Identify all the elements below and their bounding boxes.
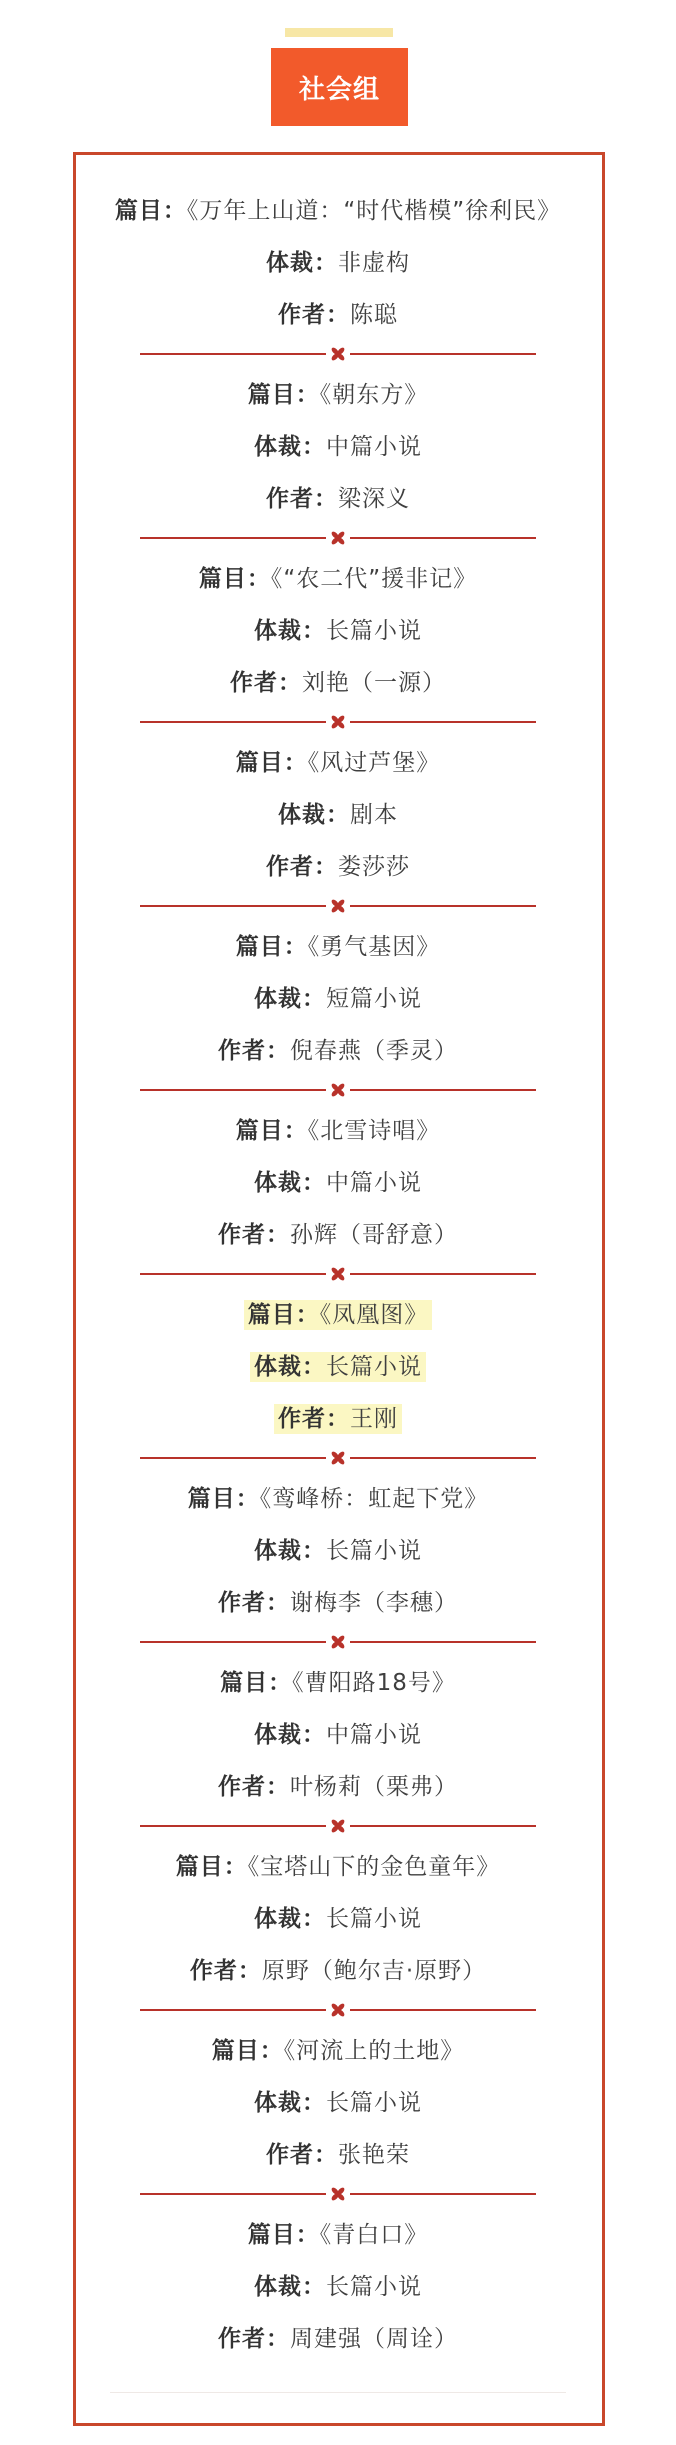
list-item xyxy=(0,748,676,898)
entry-title-label: 篇目： xyxy=(235,750,308,776)
entry-title-value: 《鸾峰桥：虹起下党》 xyxy=(259,1486,489,1512)
entry-title-value: 《“农二代”援非记》 xyxy=(270,566,478,592)
entry-author xyxy=(0,1956,676,1986)
entry-author-text xyxy=(262,2140,414,2170)
entry-author-label: 作者： xyxy=(218,1774,290,1800)
entry-author-label: 作者： xyxy=(218,1038,290,1064)
entry-author-value: 原野（鲍尔吉·原野） xyxy=(261,1958,487,1984)
four-petal-flower-icon xyxy=(326,528,350,548)
four-petal-flower-icon xyxy=(326,2184,350,2204)
entry-genre-label: 体裁： xyxy=(254,986,326,1012)
entry-title-value: 《宝塔山下的金色童年》 xyxy=(247,1854,501,1880)
entry-title-label: 篇目： xyxy=(211,2038,284,2064)
four-petal-flower-icon xyxy=(326,712,350,732)
entry-genre xyxy=(0,2272,676,2302)
list-item xyxy=(0,1116,676,1266)
entry-title-text xyxy=(111,196,565,226)
entry-title-label: 篇目： xyxy=(198,566,271,592)
entry-divider xyxy=(140,1264,536,1284)
entry-author xyxy=(0,1772,676,1802)
entry-genre-label: 体裁： xyxy=(254,1170,326,1196)
entry-title xyxy=(0,1116,676,1146)
entry-genre-value: 长篇小说 xyxy=(326,1906,422,1932)
entry-genre-text xyxy=(250,1168,426,1198)
entry-genre-value: 长篇小说 xyxy=(326,1538,422,1564)
entry-genre-label: 体裁： xyxy=(254,2274,326,2300)
entry-genre-text xyxy=(262,248,414,278)
entry-divider xyxy=(140,528,536,548)
entry-author-label: 作者： xyxy=(189,1958,262,1984)
entry-author-value: 王刚 xyxy=(350,1406,398,1432)
entry-genre xyxy=(0,1720,676,1750)
entry-title-text xyxy=(232,932,445,962)
entry-genre-value: 长篇小说 xyxy=(326,618,422,644)
four-petal-flower-icon xyxy=(326,1264,350,1284)
list-item xyxy=(0,1852,676,2002)
entry-title-label: 篇目： xyxy=(247,382,320,408)
entry-title-value: 《北雪诗唱》 xyxy=(307,1118,441,1144)
entry-genre-text xyxy=(250,2088,426,2118)
entry-title-value: 《勇气基因》 xyxy=(307,934,441,960)
entry-title-label: 篇目： xyxy=(220,1670,293,1696)
entry-author-text xyxy=(214,1588,462,1618)
entry-author-label: 作者： xyxy=(218,1222,290,1248)
entry-author-text xyxy=(214,2324,462,2354)
entry-genre-label: 体裁： xyxy=(254,1722,326,1748)
entry-author-value: 倪春燕（季灵） xyxy=(290,1038,458,1064)
entry-divider xyxy=(140,1080,536,1100)
entry-genre-label: 体裁： xyxy=(254,434,326,460)
entry-title xyxy=(0,2220,676,2250)
entry-author-label: 作者： xyxy=(278,1406,350,1432)
entry-author-text xyxy=(214,1772,462,1802)
entry-title-label: 篇目： xyxy=(114,198,187,224)
entry-genre xyxy=(0,800,676,830)
entry-genre xyxy=(0,2088,676,2118)
entry-genre xyxy=(0,248,676,278)
entry-title-value: 《朝东方》 xyxy=(319,382,429,408)
entry-genre-text xyxy=(250,1904,426,1934)
entry-author-text xyxy=(274,300,402,330)
four-petal-flower-icon xyxy=(326,1448,350,1468)
entry-title-value: 《曹阳路18号》 xyxy=(292,1670,456,1696)
section-title: 社会组 xyxy=(271,48,408,126)
entry-genre-text xyxy=(250,616,426,646)
entry-genre-value: 长篇小说 xyxy=(326,2274,422,2300)
entry-title xyxy=(0,2036,676,2066)
entry-genre-value: 剧本 xyxy=(350,802,398,828)
list-item xyxy=(0,1668,676,1818)
entry-divider xyxy=(140,1448,536,1468)
entry-author xyxy=(0,668,676,698)
list-item xyxy=(0,2220,676,2370)
entry-author xyxy=(0,1404,676,1434)
entry-genre xyxy=(0,1904,676,1934)
entry-title xyxy=(0,932,676,962)
entry-genre xyxy=(0,984,676,1014)
entry-genre-text xyxy=(250,1352,426,1382)
entry-title-text xyxy=(216,1668,460,1698)
entry-title-text xyxy=(244,2220,433,2250)
entry-genre-value: 短篇小说 xyxy=(326,986,422,1012)
entry-author-label: 作者： xyxy=(266,854,338,880)
entry-genre-label: 体裁： xyxy=(278,802,350,828)
entry-title-text xyxy=(244,380,433,410)
entry-title-text xyxy=(172,1852,505,1882)
entry-genre xyxy=(0,616,676,646)
entry-author xyxy=(0,1220,676,1250)
entry-title xyxy=(0,1852,676,1882)
four-petal-flower-icon xyxy=(326,1080,350,1100)
entry-title-value: 《青白口》 xyxy=(319,2222,429,2248)
entry-genre xyxy=(0,432,676,462)
entry-genre xyxy=(0,1352,676,1382)
entry-genre-value: 长篇小说 xyxy=(326,2090,422,2116)
list-item xyxy=(0,1300,676,1450)
entry-genre-label: 体裁： xyxy=(266,250,338,276)
entry-author-text xyxy=(226,668,450,698)
entry-author-value: 孙辉（哥舒意） xyxy=(290,1222,458,1248)
entry-author-text xyxy=(214,1220,462,1250)
entry-genre-text xyxy=(274,800,402,830)
frame-inner-bottom-line xyxy=(110,2392,566,2393)
entry-title xyxy=(0,196,676,226)
list-item xyxy=(0,2036,676,2186)
entry-author-label: 作者： xyxy=(266,2142,338,2168)
entry-author xyxy=(0,852,676,882)
four-petal-flower-icon xyxy=(326,896,350,916)
entry-title-text xyxy=(208,2036,469,2066)
entry-title xyxy=(0,564,676,594)
entry-divider xyxy=(140,712,536,732)
entry-title-text xyxy=(244,1300,433,1330)
entry-author-text xyxy=(274,1404,402,1434)
entry-genre xyxy=(0,1168,676,1198)
entry-divider xyxy=(140,2184,536,2204)
entry-genre-label: 体裁： xyxy=(254,1906,326,1932)
entry-genre-label: 体裁： xyxy=(254,1354,326,1380)
entry-author-label: 作者： xyxy=(218,2326,290,2352)
entry-divider xyxy=(140,896,536,916)
entry-divider xyxy=(140,344,536,364)
entry-author-text xyxy=(186,1956,490,1986)
entry-title-text xyxy=(232,1116,445,1146)
entry-author-text xyxy=(214,1036,462,1066)
entry-title-text xyxy=(195,564,481,594)
list-item xyxy=(0,380,676,530)
entry-author xyxy=(0,1036,676,1066)
entry-author-text xyxy=(262,852,414,882)
entry-author-value: 谢梅李（李穗） xyxy=(290,1590,458,1616)
entry-title xyxy=(0,1484,676,1514)
four-petal-flower-icon xyxy=(326,2000,350,2020)
entry-title-value: 《万年上山道：“时代楷模”徐利民》 xyxy=(186,198,562,224)
entry-genre-value: 中篇小说 xyxy=(326,1722,422,1748)
entry-title-text xyxy=(232,748,445,778)
entry-genre-text xyxy=(250,1720,426,1750)
entry-title-text xyxy=(184,1484,493,1514)
entry-author-value: 周建强（周诠） xyxy=(290,2326,458,2352)
entry-author xyxy=(0,1588,676,1618)
entry-title-label: 篇目： xyxy=(247,1302,320,1328)
four-petal-flower-icon xyxy=(326,1816,350,1836)
entry-title-label: 篇目： xyxy=(187,1486,260,1512)
entry-author xyxy=(0,2140,676,2170)
four-petal-flower-icon xyxy=(326,344,350,364)
entry-genre-text xyxy=(250,1536,426,1566)
entry-title xyxy=(0,380,676,410)
entry-author xyxy=(0,484,676,514)
entry-title xyxy=(0,1300,676,1330)
entry-title xyxy=(0,1668,676,1698)
entry-divider xyxy=(140,1632,536,1652)
entry-author-label: 作者： xyxy=(278,302,350,328)
entry-genre-label: 体裁： xyxy=(254,618,326,644)
entry-genre-value: 长篇小说 xyxy=(326,1354,422,1380)
entry-author xyxy=(0,2324,676,2354)
list-item xyxy=(0,564,676,714)
entry-author-label: 作者： xyxy=(218,1590,290,1616)
entry-title-value: 《凤凰图》 xyxy=(319,1302,429,1328)
entry-genre-text xyxy=(250,432,426,462)
list-item xyxy=(0,196,676,346)
entry-author-value: 刘艳（一源） xyxy=(302,670,446,696)
entry-genre xyxy=(0,1536,676,1566)
entry-author-value: 张艳荣 xyxy=(338,2142,410,2168)
entry-author-value: 娄莎莎 xyxy=(338,854,410,880)
entry-author-label: 作者： xyxy=(266,486,338,512)
list-item xyxy=(0,932,676,1082)
entry-title-value: 《河流上的土地》 xyxy=(283,2038,465,2064)
entry-author-label: 作者： xyxy=(230,670,302,696)
entry-author-value: 陈聪 xyxy=(350,302,398,328)
entry-title-label: 篇目： xyxy=(247,2222,320,2248)
entry-genre-text xyxy=(250,984,426,1014)
entry-title-value: 《风过芦堡》 xyxy=(307,750,441,776)
entry-genre-value: 非虚构 xyxy=(338,250,410,276)
entry-genre-value: 中篇小说 xyxy=(326,1170,422,1196)
entry-genre-value: 中篇小说 xyxy=(326,434,422,460)
entry-title-label: 篇目： xyxy=(235,1118,308,1144)
entry-divider xyxy=(140,1816,536,1836)
top-accent-bar xyxy=(285,28,393,37)
entry-genre-label: 体裁： xyxy=(254,1538,326,1564)
entry-title-label: 篇目： xyxy=(235,934,308,960)
entry-author-text xyxy=(262,484,414,514)
list-item xyxy=(0,1484,676,1634)
entry-genre-text xyxy=(250,2272,426,2302)
entry-title-label: 篇目： xyxy=(175,1854,248,1880)
entry-title xyxy=(0,748,676,778)
four-petal-flower-icon xyxy=(326,1632,350,1652)
entry-author xyxy=(0,300,676,330)
entry-author-value: 叶杨莉（栗弗） xyxy=(290,1774,458,1800)
entry-author-value: 梁深义 xyxy=(338,486,410,512)
entry-genre-label: 体裁： xyxy=(254,2090,326,2116)
entry-divider xyxy=(140,2000,536,2020)
